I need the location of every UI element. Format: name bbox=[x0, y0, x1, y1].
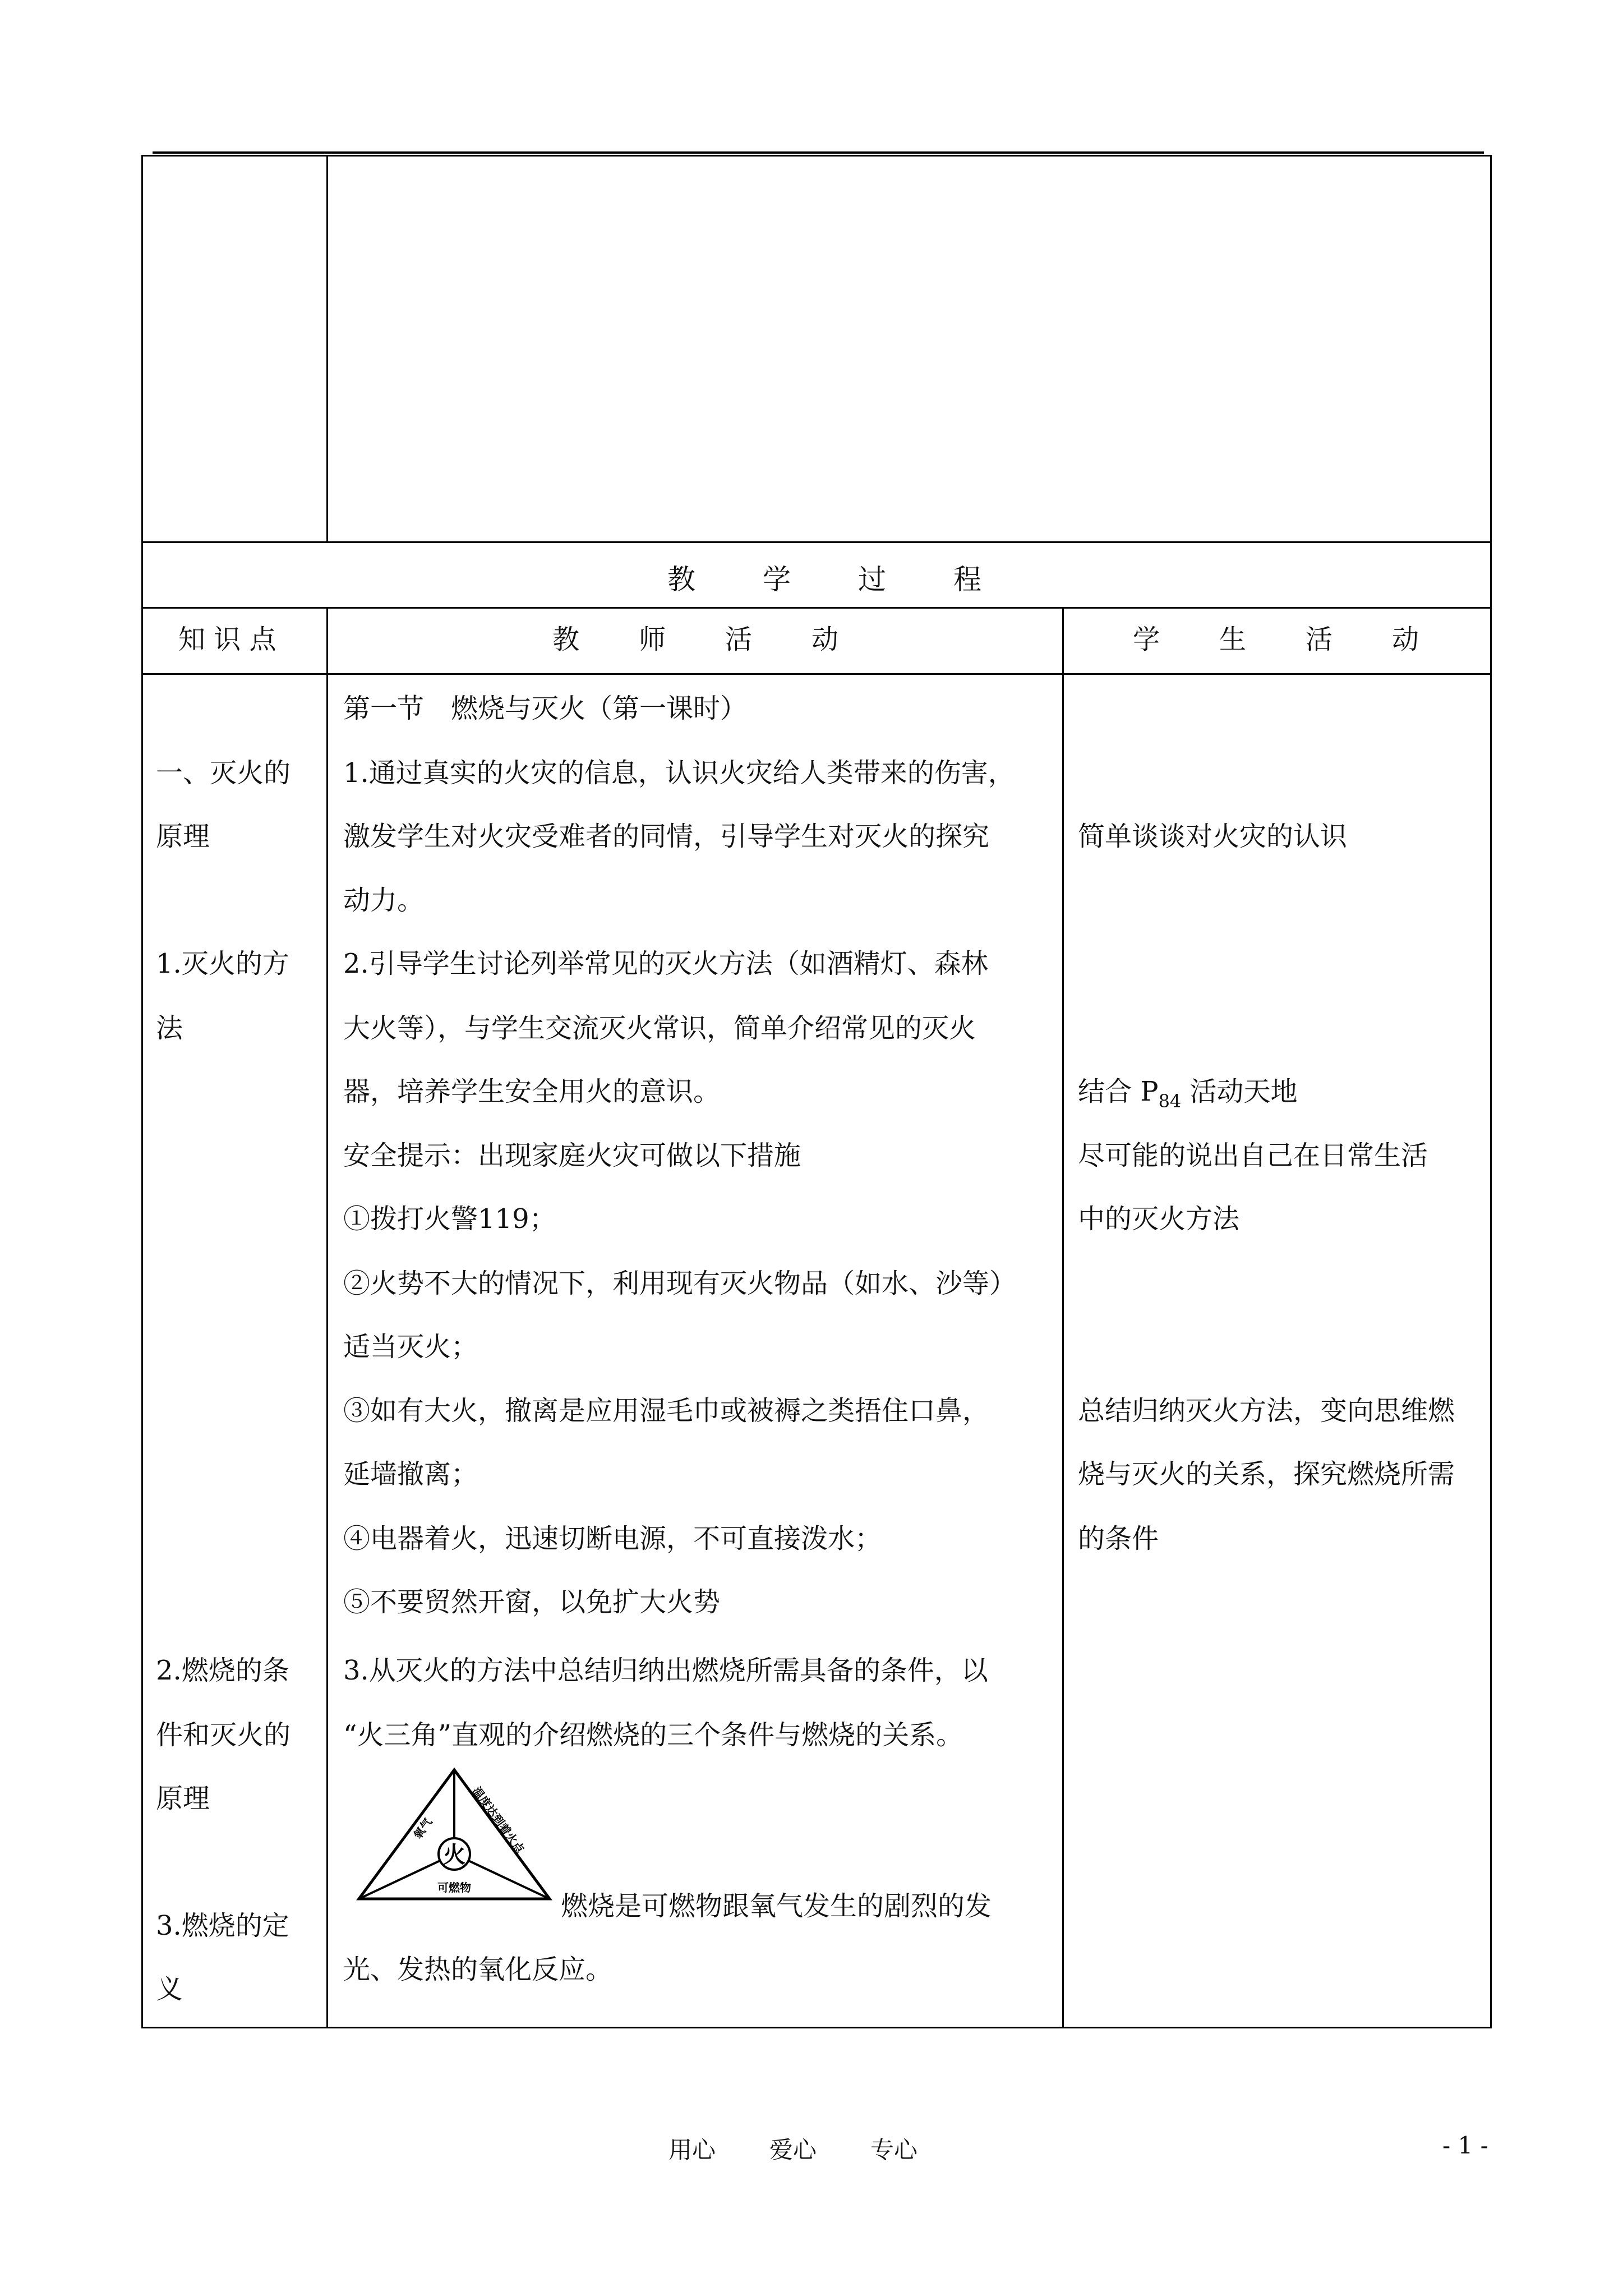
column-divider-1 bbox=[326, 607, 328, 2028]
student-activity-3: 尽可能的说出自己在日常生活 bbox=[1078, 1140, 1428, 1171]
teacher-paragraph-3: 3.从灭火的方法中总结归纳出燃烧所需具备的条件，以 bbox=[343, 1655, 988, 1686]
footer-word: 爱心 bbox=[769, 2136, 817, 2164]
row-divider-2 bbox=[141, 607, 1492, 609]
knowledge-point-3: 2.燃烧的条 bbox=[156, 1655, 289, 1686]
knowledge-point-4: 义 bbox=[156, 1973, 183, 2005]
student-activity-2 bbox=[1078, 1076, 1298, 1110]
row-divider-1 bbox=[141, 541, 1492, 543]
top-cell-divider bbox=[326, 155, 328, 542]
section-header-char: 过 bbox=[858, 563, 886, 596]
student-activity-4: 总结归纳灭火方法，变向思维燃 bbox=[1078, 1395, 1455, 1427]
safety-measure-2: 适当灭火； bbox=[343, 1331, 478, 1363]
header-knowledge-points: 知 识 点 bbox=[178, 624, 276, 655]
footer-word: 用心 bbox=[668, 2136, 716, 2164]
section-header bbox=[667, 557, 981, 596]
knowledge-point-1: 一、灭火的 bbox=[156, 757, 291, 789]
knowledge-point-2: 1.灭火的方 bbox=[156, 948, 289, 979]
header-char: 生 bbox=[1219, 624, 1246, 655]
knowledge-point-4: 3.燃烧的定 bbox=[156, 1910, 289, 1941]
safety-tip: 安全提示：出现家庭火灾可做以下措施 bbox=[343, 1140, 801, 1171]
section-header-char: 程 bbox=[953, 563, 981, 596]
teacher-paragraph-3: “火三角”直观的介绍燃烧的三个条件与燃烧的关系。 bbox=[343, 1719, 963, 1751]
combustion-definition: 燃烧是可燃物跟氧气发生的剧烈的发 bbox=[561, 1890, 992, 1922]
student-activity-4: 烧与灭火的关系，探究燃烧所需 bbox=[1078, 1458, 1455, 1490]
header-char: 活 bbox=[1305, 624, 1332, 655]
triangle-center-label: 火 bbox=[443, 1842, 465, 1868]
triangle-left-label: 氧气 bbox=[411, 1815, 435, 1842]
combustion-definition: 光、发热的氧化反应。 bbox=[343, 1954, 613, 1985]
safety-measure-4: ④电器着火，迅速切断电源，不可直接泼水； bbox=[343, 1523, 882, 1554]
header-teacher-activity bbox=[552, 624, 838, 655]
page-number: - 1 - bbox=[1442, 2132, 1488, 2159]
student-activity-2-prefix: 结合 P bbox=[1078, 1076, 1159, 1107]
header-char: 学 bbox=[1133, 624, 1160, 655]
section-header-char: 学 bbox=[763, 563, 791, 596]
teacher-paragraph-2: 器，培养学生安全用火的意识。 bbox=[343, 1076, 721, 1107]
teacher-paragraph-1: 1.通过真实的火灾的信息，认识火灾给人类带来的伤害， bbox=[343, 757, 1015, 789]
fire-triangle-diagram bbox=[348, 1761, 561, 1913]
knowledge-point-1: 原理 bbox=[156, 821, 210, 852]
student-activity-3: 中的灭火方法 bbox=[1078, 1203, 1240, 1235]
triangle-bottom-label: 可燃物 bbox=[437, 1881, 471, 1894]
header-char: 动 bbox=[811, 624, 838, 655]
knowledge-point-2: 法 bbox=[156, 1013, 183, 1044]
footer-motto bbox=[668, 2132, 917, 2165]
student-activity-2-suffix: 活动天地 bbox=[1181, 1076, 1298, 1107]
column-divider-2 bbox=[1062, 607, 1064, 2028]
teacher-paragraph-2: 2.引导学生讨论列举常见的灭火方法（如酒精灯、森林 bbox=[343, 948, 988, 979]
teacher-paragraph-2: 大火等），与学生交流灭火常识，简单介绍常见的灭火 bbox=[343, 1013, 976, 1044]
safety-measure-5: ⑤不要贸然开窗，以免扩大火势 bbox=[343, 1586, 721, 1618]
header-char: 活 bbox=[725, 624, 752, 655]
triangle-right-label: 温度达到着火点 bbox=[469, 1784, 527, 1856]
knowledge-point-3: 原理 bbox=[156, 1783, 210, 1814]
student-activity-4: 的条件 bbox=[1078, 1523, 1159, 1554]
header-char: 师 bbox=[638, 624, 666, 655]
safety-measure-3: 延墙撤离； bbox=[343, 1458, 478, 1490]
section-header-char: 教 bbox=[667, 563, 695, 596]
knowledge-point-3: 件和灭火的 bbox=[156, 1719, 291, 1751]
footer-word: 专心 bbox=[870, 2136, 918, 2164]
header-student-activity bbox=[1133, 624, 1419, 655]
header-char: 教 bbox=[552, 624, 580, 655]
teacher-paragraph-1: 动力。 bbox=[343, 885, 425, 916]
safety-measure-1: ①拨打火警119； bbox=[343, 1203, 556, 1235]
safety-measure-3: ③如有大火，撤离是应用湿毛巾或被褥之类捂住口鼻， bbox=[343, 1395, 990, 1427]
page-subscript: 84 bbox=[1158, 1091, 1182, 1112]
teacher-paragraph-1: 激发学生对火灾受难者的同情，引导学生对灭火的探究 bbox=[343, 821, 990, 852]
safety-measure-2: ②火势不大的情况下，利用现有灭火物品（如水、沙等） bbox=[343, 1268, 1017, 1299]
header-char: 动 bbox=[1391, 624, 1419, 655]
top-rule bbox=[153, 151, 1484, 154]
lesson-title: 第一节 燃烧与灭火（第一课时） bbox=[343, 693, 748, 724]
student-activity-1: 简单谈谈对火灾的认识 bbox=[1078, 821, 1348, 852]
row-divider-3 bbox=[141, 673, 1492, 675]
